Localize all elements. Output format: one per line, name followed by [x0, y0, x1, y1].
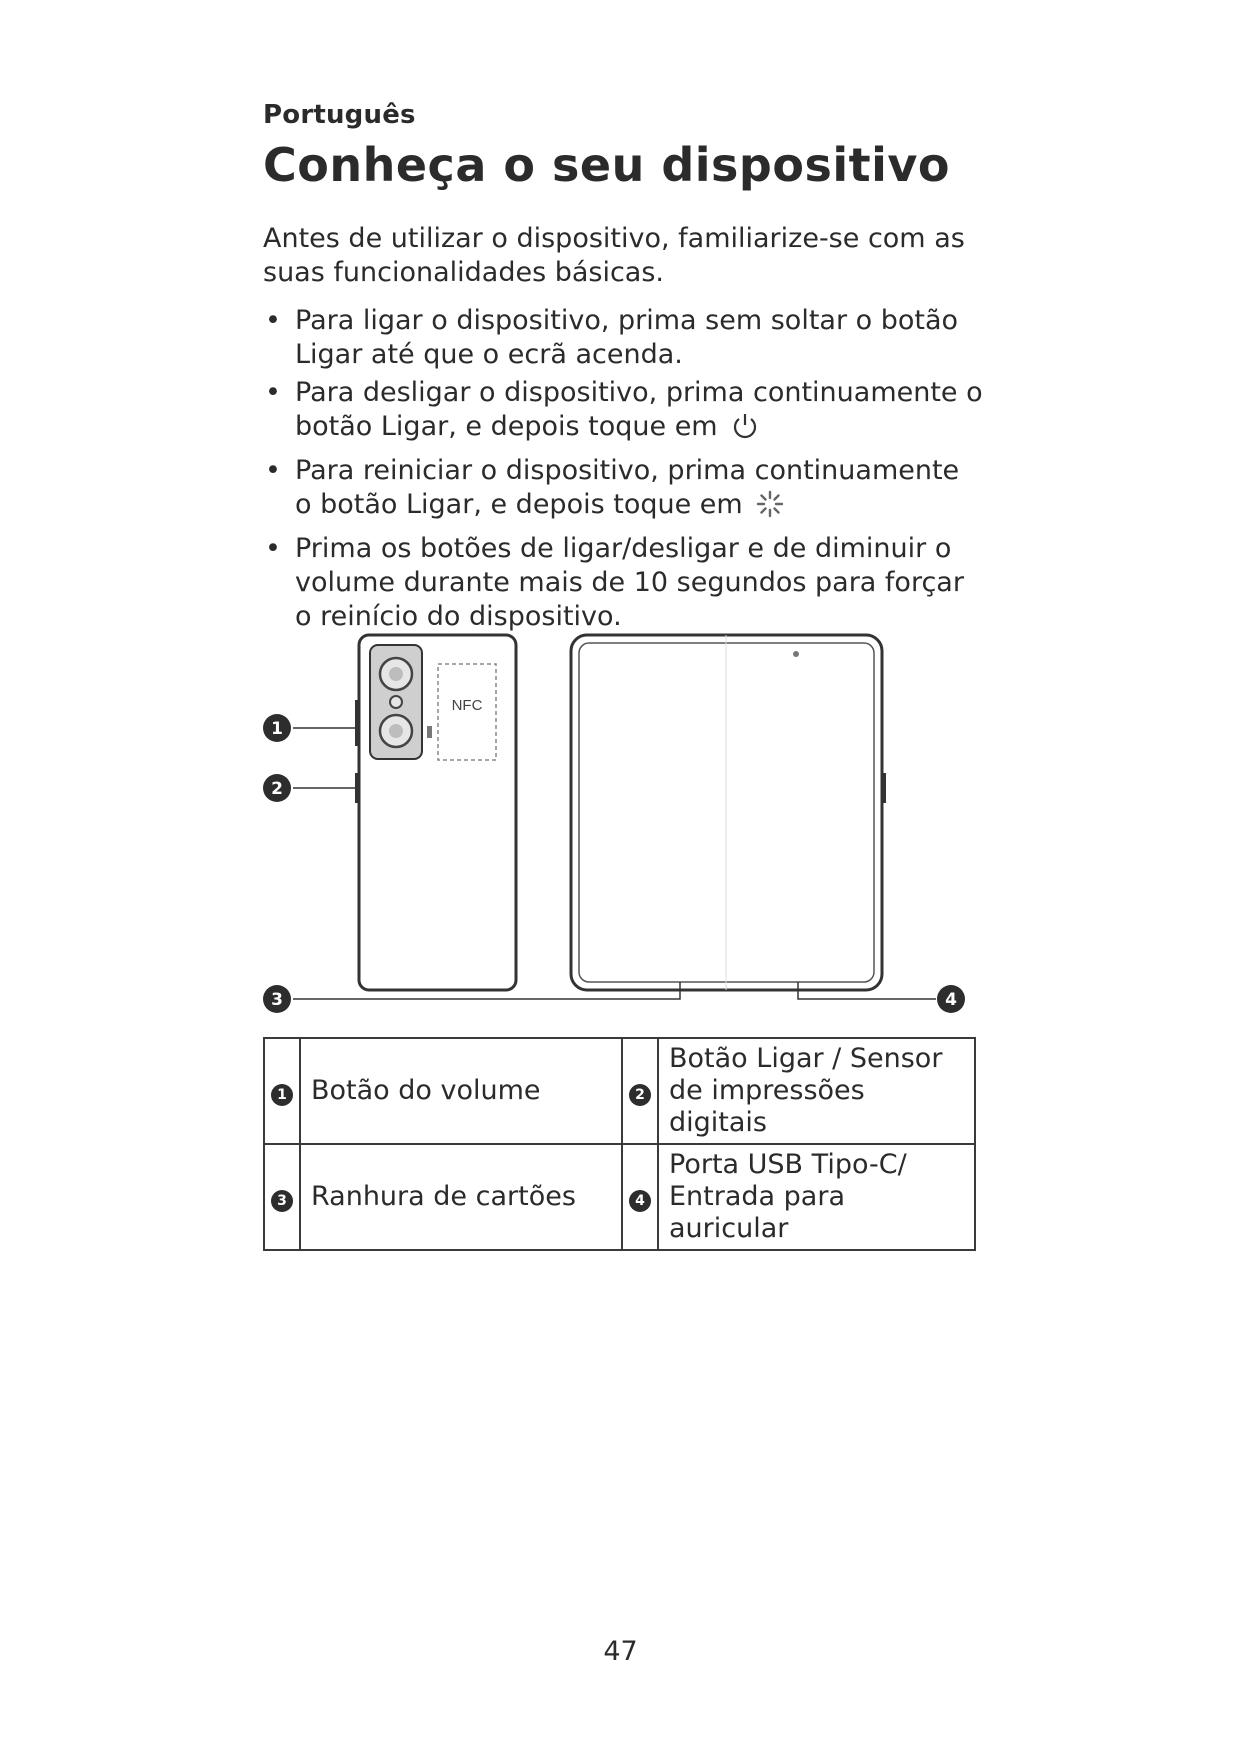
- intro-text: Antes de utilizar o dispositivo, familiarize-se com as suas funcionalidades básicas.: [263, 223, 965, 288]
- language-label: Português: [263, 100, 416, 130]
- page-title: Conheça o seu dispositivo: [263, 138, 950, 192]
- restart-icon: [755, 489, 785, 528]
- list-item-text: Prima os botões de ligar/desligar e de diminuir o volume durante mais de 10 segundos para forçar o reinício do dispositivo.: [295, 533, 964, 632]
- svg-text:4: 4: [945, 990, 957, 1010]
- page-content: [263, 100, 983, 638]
- svg-text:1: 1: [271, 719, 283, 739]
- legend-text-cell: Botão do volume: [300, 1038, 622, 1144]
- legend-number-cell: [622, 1144, 658, 1250]
- svg-text:3: 3: [271, 990, 283, 1010]
- legend-number-cell: [264, 1038, 300, 1144]
- bullet-marker: •: [265, 305, 281, 336]
- legend-number-cell: [622, 1038, 658, 1144]
- device-diagram: [255, 628, 985, 1028]
- callout-3: [263, 985, 291, 1013]
- legend-number: 4: [629, 1190, 651, 1212]
- legend-table: [263, 1037, 976, 1251]
- callout-1: [263, 714, 291, 742]
- legend-text-cell: Ranhura de cartões: [300, 1144, 622, 1250]
- list-item: [263, 454, 983, 528]
- legend-number: 3: [271, 1190, 293, 1212]
- callout-4: [937, 985, 965, 1013]
- instruction-list: [263, 304, 983, 634]
- list-item-text: Para ligar o dispositivo, prima sem soltar o botão Ligar até que o ecrã acenda.: [295, 305, 959, 370]
- legend-number: 1: [271, 1084, 293, 1106]
- list-item: [263, 304, 983, 372]
- legend-number-cell: [264, 1144, 300, 1250]
- folded-phone-back: [355, 635, 516, 990]
- table-row: [264, 1144, 975, 1250]
- bullet-marker: •: [265, 377, 281, 408]
- list-item: [263, 532, 983, 634]
- table-row: [264, 1038, 975, 1144]
- nfc-label: NFC: [451, 697, 483, 714]
- power-icon: [730, 411, 760, 450]
- bullet-marker: •: [265, 455, 281, 486]
- list-item-text: Para desligar o dispositivo, prima continuamente o botão Ligar, e depois toque em: [295, 377, 983, 442]
- legend-number: 2: [629, 1084, 651, 1106]
- bullet-marker: •: [265, 533, 281, 564]
- legend-text-cell: Porta USB Tipo-C/ Entrada para auricular: [658, 1144, 975, 1250]
- legend-text-cell: Botão Ligar / Sensor de impressões digitais: [658, 1038, 975, 1144]
- page-number: 47: [603, 1636, 638, 1667]
- list-item-text: Para reiniciar o dispositivo, prima continuamente o botão Ligar, e depois toque em: [295, 455, 960, 520]
- callout-2: [263, 774, 291, 802]
- svg-text:2: 2: [271, 779, 283, 799]
- unfolded-phone-front: [571, 635, 886, 990]
- list-item: [263, 376, 983, 450]
